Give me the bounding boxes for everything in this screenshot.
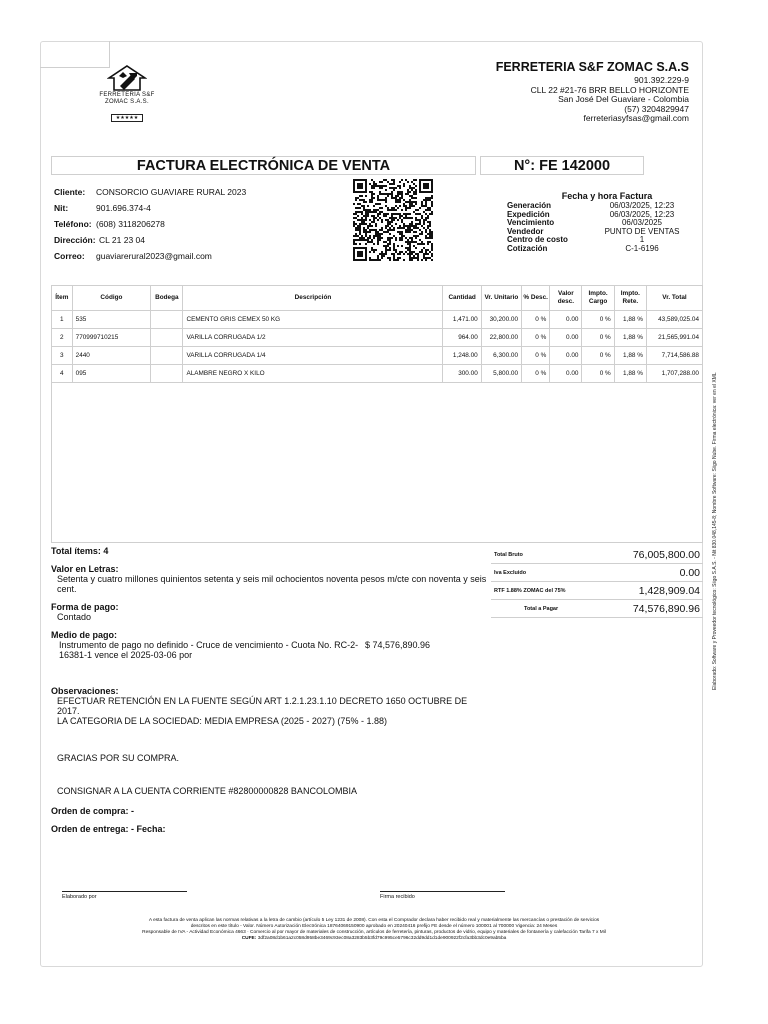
forma-pago: Contado bbox=[57, 612, 92, 622]
obs-line4: CONSIGNAR A LA CUENTA CORRIENTE #82800000828 BANCOLOMBIA bbox=[57, 786, 357, 796]
date-label: Centro de costo bbox=[507, 235, 568, 244]
logo-stars: ★★★★★ bbox=[111, 114, 143, 122]
table-cell: 0 % bbox=[582, 310, 614, 328]
medio-pago-text: Instrumento de pago no definido - Cruce de vencimiento - Cuota No. RC-2-16381-1 vence el 2025-03-06 por bbox=[59, 640, 359, 660]
table-cell: 1,471.00 bbox=[443, 310, 481, 328]
table-cell: 22,800.00 bbox=[481, 328, 521, 346]
table-cell: 2440 bbox=[72, 346, 151, 364]
orden-compra: Orden de compra: - bbox=[51, 806, 135, 816]
nit-label: Nit: bbox=[54, 203, 69, 213]
table-cell: 964.00 bbox=[443, 328, 481, 346]
table-cell: 1 bbox=[52, 310, 72, 328]
client-info bbox=[54, 184, 246, 264]
table-cell: 0.00 bbox=[550, 346, 582, 364]
phone-label: Teléfono: bbox=[54, 219, 92, 229]
client-email: guaviarerural2023@gmail.com bbox=[96, 251, 212, 261]
forma-pago-label: Forma de pago: bbox=[51, 602, 119, 612]
document-number: N°: FE 142000 bbox=[480, 156, 644, 175]
side-provider-text: Elaborado: Software y Proveedor tecnológico: Siigo S.A.S. - Nit 830.048,145-8; Nombre Software: Siigo Nube. Firma electrónica: ver en el XML bbox=[712, 372, 718, 690]
table-cell: 6,300.00 bbox=[481, 346, 521, 364]
date-value: C-1-6196 bbox=[625, 243, 659, 253]
date-value: 06/03/2025 bbox=[621, 218, 663, 227]
valor-letras-label: Valor en Letras: bbox=[51, 564, 119, 574]
company-address: CLL 22 #21-76 BRR BELLO HORIZONTE bbox=[530, 84, 689, 95]
table-cell: 0.00 bbox=[550, 328, 582, 346]
table-cell: ALAMBRE NEGRO X KILO bbox=[183, 364, 443, 382]
client-phone: (608) 3118206278 bbox=[96, 219, 165, 229]
table-cell: 2 bbox=[52, 328, 72, 346]
obs-line3: GRACIAS POR SU COMPRA. bbox=[57, 753, 180, 763]
document-title: FACTURA ELECTRÓNICA DE VENTA bbox=[51, 156, 476, 175]
firma-recibido-line: Firma recibido bbox=[380, 891, 505, 900]
table-cell: 0 % bbox=[582, 328, 614, 346]
totals-box bbox=[491, 546, 703, 618]
table-cell: 1,88 % bbox=[614, 310, 646, 328]
table-cell: 0.00 bbox=[550, 310, 582, 328]
table-cell: VARILLA CORRUGADA 1/4 bbox=[183, 346, 443, 364]
total-items: Total ítems: 4 bbox=[51, 546, 109, 556]
table-cell: 7,714,586.88 bbox=[646, 346, 702, 364]
column-header: Impto. Cargo bbox=[582, 286, 614, 310]
company-name: FERRETERIA S&F ZOMAC S.A.S bbox=[495, 60, 689, 74]
legal-footer bbox=[56, 918, 692, 942]
column-header: Valor desc. bbox=[550, 286, 582, 310]
footer-line2: descritos en este título - Valor. Número Autorización Electrónica 18764069150900 aprobado en 20240416 prefijo FE desde el número 100001 al 700000 Vigencia: 24 Meses bbox=[190, 924, 558, 929]
company-nit: 901.392.229-9 bbox=[634, 75, 689, 85]
table-cell: 5,800.00 bbox=[481, 364, 521, 382]
table-cell: 095 bbox=[72, 364, 151, 382]
logo-text-line2: ZOMAC S.A.S. bbox=[105, 99, 149, 105]
table-cell: 0 % bbox=[522, 364, 550, 382]
column-header: Bodega bbox=[151, 286, 183, 310]
table-cell: VARILLA CORRUGADA 1/2 bbox=[183, 328, 443, 346]
company-info bbox=[496, 60, 689, 124]
column-header: Vr. Unitario bbox=[481, 286, 521, 310]
medio-pago-label: Medio de pago: bbox=[51, 630, 117, 640]
client-label: Cliente: bbox=[54, 187, 86, 197]
rtf-row: RTF 1.88% ZOMAC del 75% 1,428,909.04 bbox=[491, 582, 703, 600]
items-table bbox=[51, 285, 703, 543]
table-cell bbox=[151, 310, 183, 328]
footer-line3: Responsable de IVA - Actividad Económica 4663 · Comercio al por mayor de materiales de construcción, artículos de ferretería, pinturas, productos de vidrio, equipo y materiales de fontanería y calefacción Tarifa 7 x Mil bbox=[142, 930, 606, 935]
client-name: CONSORCIO GUAVIARE RURAL 2023 bbox=[96, 187, 247, 197]
email-label: Correo: bbox=[54, 251, 85, 261]
table-cell: 4 bbox=[52, 364, 72, 382]
table-row bbox=[52, 328, 702, 346]
table-cell: 30,200.00 bbox=[481, 310, 521, 328]
footer-cufe: CUFE: 3df2a08d1b61a2c058d958be3469c93ec08a3283b5b3fd79c995ce5796c32dd9dd1d1de900922f2cfa3bb3dc0e9ab5ba bbox=[241, 936, 507, 941]
footer-line1: A esta factura de venta aplican las normas relativas a la letra de cambio (artículo 5 Ley 1231 de 2008). Con esta el Comprador declara haber recibido real y materialmente las mercancías o prestación de servicios bbox=[148, 918, 600, 923]
company-email: ferreteriasyfsas@gmail.com bbox=[583, 113, 689, 124]
valor-letras: Setenta y cuatro millones quinientos setenta y seis mil ochocientos noventa pesos m/cte con noventa y seis cent. bbox=[57, 574, 487, 594]
table-cell: 535 bbox=[72, 310, 151, 328]
date-row bbox=[507, 245, 687, 254]
table-cell: 1,248.00 bbox=[443, 346, 481, 364]
logo-text-line1: FERRETERIA S&F bbox=[99, 92, 155, 98]
date-label: Generación bbox=[507, 201, 552, 210]
obs-line2: LA CATEGORIA DE LA SOCIEDAD: MEDIA EMPRESA (2025 - 2027) (75% - 1.88) bbox=[57, 716, 387, 726]
company-city: San José Del Guaviare - Colombia bbox=[558, 94, 689, 105]
medio-pago-amount: $ 74,576,890.96 bbox=[365, 640, 431, 650]
table-cell: 0 % bbox=[522, 346, 550, 364]
table-row bbox=[52, 310, 702, 328]
summary-section bbox=[51, 546, 491, 842]
table-cell: 43,589,025.04 bbox=[646, 310, 702, 328]
total-pagar-row: Total a Pagar 74,576,890.96 bbox=[491, 600, 703, 618]
table-cell bbox=[151, 346, 183, 364]
table-row bbox=[52, 364, 702, 382]
table-cell: 1,88 % bbox=[614, 328, 646, 346]
iva-excluido-row: Iva Excluido 0.00 bbox=[491, 564, 703, 582]
address-label: Dirección: bbox=[54, 235, 96, 245]
date-label: Expedición bbox=[507, 209, 550, 219]
table-cell: 0 % bbox=[522, 328, 550, 346]
logo-mark-icon bbox=[107, 64, 147, 92]
total-bruto-row: Total Bruto 76,005,800.00 bbox=[491, 546, 703, 564]
column-header: % Desc. bbox=[522, 286, 550, 310]
qr-code-icon bbox=[353, 179, 433, 261]
table-cell: 300.00 bbox=[443, 364, 481, 382]
table-cell: 770999710215 bbox=[72, 328, 151, 346]
observaciones-label: Observaciones: bbox=[51, 686, 119, 696]
client-nit: 901.696.374-4 bbox=[96, 203, 151, 213]
date-value: 06/03/2025, 12:23 bbox=[609, 209, 675, 219]
table-cell: 1,88 % bbox=[614, 346, 646, 364]
obs-line1: EFECTUAR RETENCIÓN EN LA FUENTE SEGÚN ART 1.2.1.23.1.10 DECRETO 1650 OCTUBRE DE 2017. bbox=[57, 696, 468, 716]
column-header: Ítem bbox=[52, 286, 72, 310]
company-logo bbox=[96, 64, 158, 120]
dates-title: Fecha y hora Factura bbox=[561, 191, 653, 201]
date-label: Cotización bbox=[507, 243, 548, 253]
table-cell: 1,707,288.00 bbox=[646, 364, 702, 382]
column-header: Impto. Rete. bbox=[614, 286, 646, 310]
table-cell bbox=[151, 364, 183, 382]
table-cell: 3 bbox=[52, 346, 72, 364]
table-cell bbox=[151, 328, 183, 346]
invoice-dates bbox=[507, 191, 687, 253]
table-cell: 0 % bbox=[582, 346, 614, 364]
date-value: 06/03/2025, 12:23 bbox=[609, 201, 675, 210]
table-cell: 0.00 bbox=[550, 364, 582, 382]
table-cell: 21,565,991.04 bbox=[646, 328, 702, 346]
table-cell: CEMENTO GRIS CEMEX 50 KG bbox=[183, 310, 443, 328]
company-phone: (57) 3204829947 bbox=[624, 103, 689, 114]
table-cell: 0 % bbox=[582, 364, 614, 382]
column-header: Descripción bbox=[183, 286, 443, 310]
client-address: CL 21 23 04 bbox=[99, 235, 145, 245]
elaborado-por-line: Elaborado por bbox=[62, 891, 187, 900]
table-cell: 0 % bbox=[522, 310, 550, 328]
date-label: Vencimiento bbox=[507, 218, 555, 227]
date-value: 1 bbox=[639, 235, 645, 244]
column-header: Vr. Total bbox=[646, 286, 702, 310]
table-cell: 1,88 % bbox=[614, 364, 646, 382]
orden-entrega: Orden de entrega: - Fecha: bbox=[51, 824, 166, 834]
column-header: Cantidad bbox=[443, 286, 481, 310]
table-row bbox=[52, 346, 702, 364]
column-header: Código bbox=[72, 286, 151, 310]
date-label: Vendedor bbox=[507, 226, 544, 236]
date-value: PUNTO DE VENTAS bbox=[604, 226, 680, 236]
